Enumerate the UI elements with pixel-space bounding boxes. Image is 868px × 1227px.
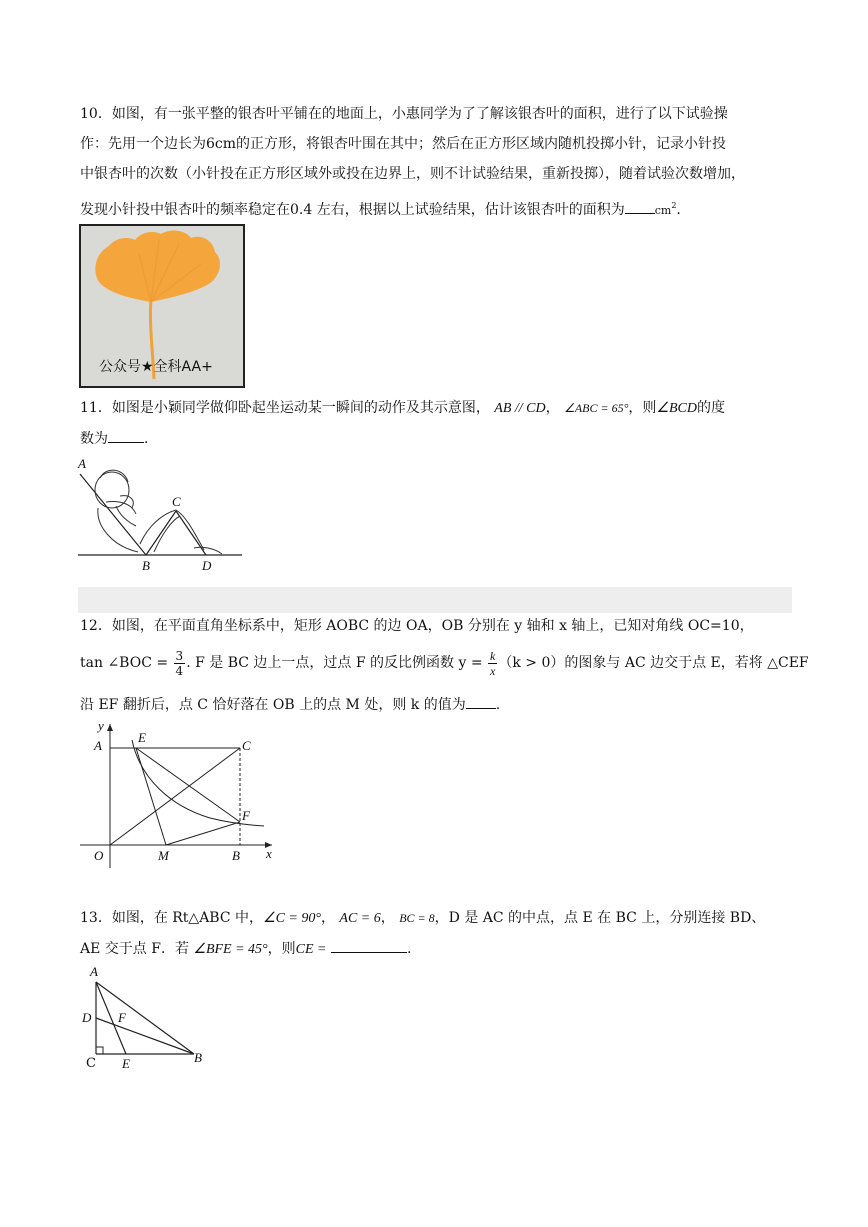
q12-label-y: y [98, 718, 104, 733]
q13-angle-bfe: ∠BFE = 45° [193, 942, 268, 957]
q12-tan-den: 4 [175, 663, 184, 678]
q13-label-b: B [194, 1050, 202, 1065]
q11-text-1: 11．如图是小颖同学做仰卧起坐运动某一瞬间的动作及其示意图， [80, 400, 490, 416]
q13-text-4: ，则 [267, 941, 296, 957]
q11-text-3: 的度 [696, 400, 725, 416]
q13-text-2: ，D 是 AC 的中点，点 E 在 BC 上，分别连接 BD、 [434, 910, 766, 926]
q13-label-f: F [118, 1010, 126, 1025]
q12-text-4: 沿 EF 翻折后，点 C 恰好落在 OB 上的点 M 处，则 k 的值为 [80, 697, 466, 713]
q13-bc: BC = 8 [399, 911, 435, 925]
q11-text-4: 数为 [80, 431, 108, 447]
q11-label-d: D [202, 558, 212, 573]
q12-answer-blank [466, 694, 496, 709]
q11-comma-1: ， [545, 400, 560, 416]
q10-line-3: 中银杏叶的次数（小针投在正方形区域外或投在边界上，则不计试验结果，重新投掷），随着试验次数增加， [80, 166, 745, 182]
q11-text-2: ，则 [628, 400, 657, 416]
watermark-text: 公众号★全科AA+ [99, 359, 213, 375]
q12-text-3: （k > 0）的图象与 AC 边交于点 E，若将 △CEF [498, 655, 809, 671]
q11-parallel: AB // CD [494, 401, 546, 416]
q13-label-e: E [122, 1056, 130, 1071]
situp-figure [76, 456, 246, 578]
q12-line-1: 12．如图，在平面直角坐标系中，矩形 AOBC 的边 OA，OB 分别在 y 轴和 x 轴上，已知对角线 OC=10， [80, 618, 754, 634]
q12-label-a: A [94, 738, 102, 753]
q10-line-1: 10．如图，有一张平整的银杏叶平铺在的地面上，小惠同学为了了解该银杏叶的面积，进行了以下试验操 [80, 106, 728, 122]
ginkgo-leaf-figure [79, 224, 245, 388]
q13-label-a: A [90, 964, 98, 979]
q12-line-2 [80, 648, 809, 680]
q11-end: . [144, 431, 149, 447]
q11-label-a: A [78, 456, 86, 471]
q12-label-b: B [232, 848, 240, 863]
q13-angle-c: ∠C = 90° [263, 911, 321, 926]
q12-label-f: F [242, 808, 250, 823]
q11-angle-abc: ∠ABC = 65° [564, 401, 629, 415]
q12-k-den: x [490, 663, 496, 678]
q11-angle-bcd: ∠BCD [656, 401, 697, 416]
q10-line-2: 作：先用一个边长为6cm的正方形，将银杏叶围在其中；然后在正方形区域内随机投掷小针，记录小针投 [80, 136, 727, 152]
triangle-figure [80, 964, 210, 1074]
q12-label-o: O [94, 848, 104, 863]
q13-comma-2: ， [380, 910, 395, 926]
q13-text-1: 13．如图，在 Rt△ABC 中， [80, 910, 264, 926]
coordinate-figure [80, 718, 280, 868]
q13-answer-blank [331, 938, 407, 953]
q11-line-1 [80, 398, 725, 419]
q12-tan: tan ∠BOC = [80, 655, 169, 671]
q13-label-d: D [82, 1010, 92, 1025]
q13-line-2 [80, 938, 411, 960]
q12-tan-num: 3 [175, 648, 184, 663]
q12-end: . [495, 697, 501, 713]
q13-label-c: C [86, 1056, 96, 1071]
q13-ac: AC = 6 [339, 911, 381, 926]
q12-text-2: . F 是 BC 边上一点，过点 F 的反比例函数 y = [186, 655, 483, 671]
q11-line-2 [80, 428, 148, 449]
q12-label-m: M [158, 848, 169, 863]
q12-label-c: C [242, 738, 251, 753]
q12-tan-fraction [174, 649, 186, 678]
q12-k-num: k [490, 648, 496, 663]
q12-label-e: E [138, 730, 146, 745]
q12-label-x: x [266, 846, 272, 861]
q12-line-3 [80, 694, 500, 715]
q11-label-b: B [142, 558, 150, 573]
q11-answer-blank [108, 428, 144, 443]
q10-line-4-text: 发现小针投中银杏叶的频率稳定在0.4 左右，根据以上试验结果，估计该银杏叶的面积为 [80, 202, 625, 218]
q13-line-1 [80, 908, 765, 929]
q13-end: . [406, 941, 412, 957]
q10-unit: cm [654, 204, 672, 217]
q10-unit-sup: 2 [671, 201, 677, 210]
separator-band [78, 587, 792, 613]
q10-answer-blank [625, 199, 655, 214]
q13-comma-1: ， [320, 910, 335, 926]
q11-label-c: C [172, 494, 181, 509]
q10-line-4-end: . [676, 202, 681, 218]
q13-text-3: AE 交于点 F．若 [80, 941, 189, 957]
q13-ce: CE = [295, 942, 327, 957]
q10-line-4 [80, 196, 681, 221]
q12-k-fraction [488, 649, 497, 678]
